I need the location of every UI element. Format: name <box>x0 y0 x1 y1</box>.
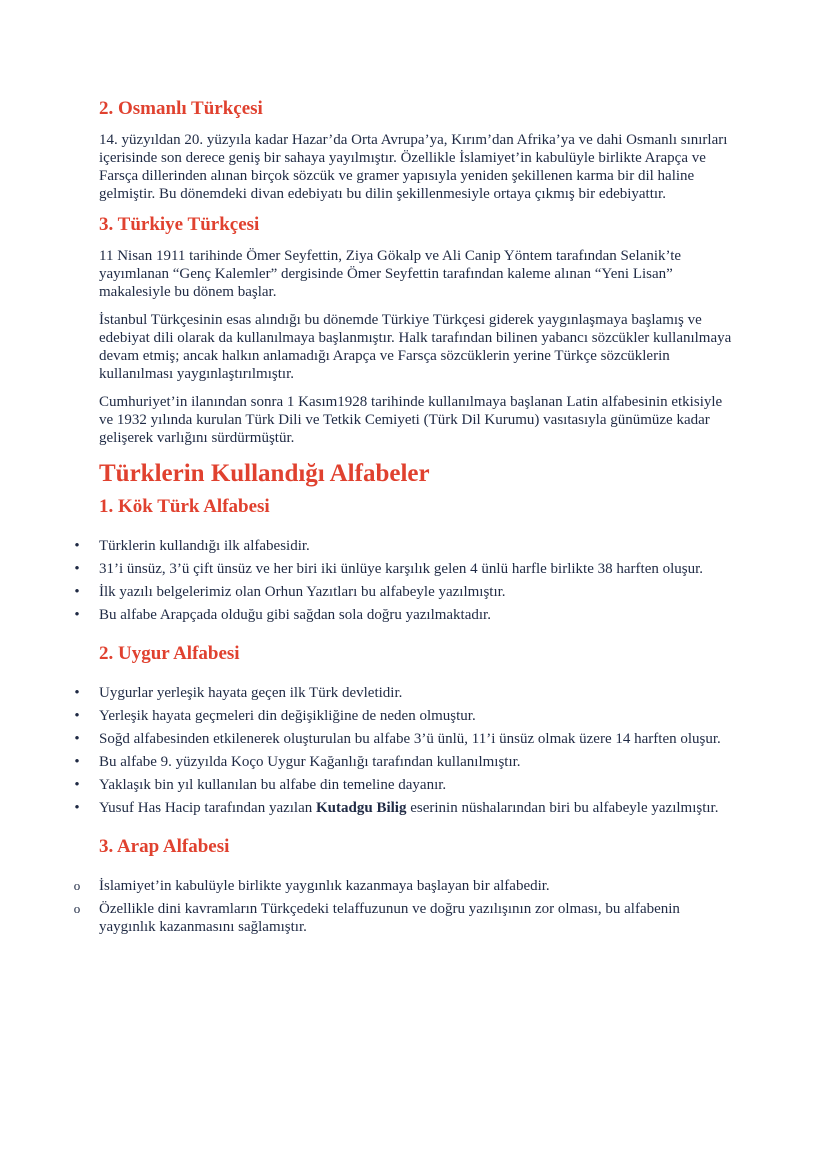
paragraph-turkiye-2: İstanbul Türkçesinin esas alındığı bu dönemde Türkiye Türkçesi giderek yaygınlaşmaya başlamış ve edebiyat dili olarak da kullanılmaya başlanmıştır. Halk tarafından bilinen yabancı sözcükler kullanılmaya devam etmiş; ancak halkın anlamadığı Arapça ve Farsça sözcüklerin yerine Türkçe sözcüklerin kullanılması yaygınlaştırılmıştır. <box>99 312 732 382</box>
heading-osmanli-turkcesi: 2. Osmanlı Türkçesi <box>99 98 263 119</box>
bullet-icon <box>72 799 82 817</box>
list-item: o İslamiyet’in kabulüyle birlikte yaygınlık kazanmaya başlayan bir alfabedir. <box>99 877 739 895</box>
list-uygur <box>99 684 739 817</box>
list-item: • Soğd alfabesinden etkilenerek oluşturulan bu alfabe 3’ü ünlü, 11’i ünsüz olmak üzere 14 harften oluşur. <box>99 730 739 748</box>
list-item: o Özellikle dini kavramların Türkçedeki telaffuzunun ve doğru yazılışının zor olması, bu alfabenin yaygınlık kazanmasını sağlamıştır. <box>99 900 739 936</box>
paragraph-turkiye-3: Cumhuriyet’in ilanından sonra 1 Kasım1928 tarihinde kullanılmaya başlanan Latin alfabesinin etkisiyle ve 1932 yılında kurulan Türk Dili ve Tetkik Cemiyeti (Türk Dil Kurumu) vasıtasıyla günümüze kadar gelişerek varlığını sürdürmüştür. <box>99 394 723 446</box>
bullet-icon <box>72 776 82 794</box>
heading-kok-turk-alfabesi: 1. Kök Türk Alfabesi <box>99 496 270 517</box>
list-item: • Yerleşik hayata geçmeleri din değişikliğine de neden olmuştur. <box>99 707 739 725</box>
paragraph-osmanli: 14. yüzyıldan 20. yüzyıla kadar Hazar’da Orta Avrupa’ya, Kırım’dan Afrika’ya ve dahi Osmanlı sınırları içerisinde son derece geniş bir sahaya yayılmıştır. Özellikle İslamiyet’in kabulüyle birlikte Arapça ve Farsça dillerinden alınan birçok sözcük ve gramer yapısıyla yeniden şekillenen karma bir dil haline gelmiştir. Bu dönemdeki divan edebiyatı bu dilin şekillenmesiyle ortaya çıkmış bir edebiyattır. <box>99 132 728 202</box>
heading-turkiye-turkcesi: 3. Türkiye Türkçesi <box>99 214 260 235</box>
list-item: • Yusuf Has Hacip tarafından yazılan Kutadgu Bilig eserinin nüshalarından biri bu alfabeyle yazılmıştır. <box>99 799 739 817</box>
list-arap <box>99 877 739 936</box>
list-item: • Uygurlar yerleşik hayata geçen ilk Türk devletidir. <box>99 684 739 702</box>
bullet-icon <box>72 684 82 702</box>
bullet-icon <box>72 730 82 748</box>
bullet-icon <box>72 537 82 555</box>
heading-uygur-alfabesi: 2. Uygur Alfabesi <box>99 643 240 664</box>
title-turklerin-kullandigi-alfabeler: Türklerin Kullandığı Alfabeler <box>99 460 430 487</box>
list-item: • İlk yazılı belgelerimiz olan Orhun Yazıtları bu alfabeyle yazılmıştır. <box>99 583 739 601</box>
book-title-kutadgu-bilig: Kutadgu Bilig <box>316 800 407 816</box>
bullet-icon <box>72 583 82 601</box>
paragraph-turkiye-1: 11 Nisan 1911 tarihinde Ömer Seyfettin, Ziya Gökalp ve Ali Canip Yöntem tarafından Selanik’te yayımlanan “Genç Kalemler” dergisinde Ömer Seyfettin tarafından kaleme alınan “Yeni Lisan” makalesiyle bu dönem başlar. <box>99 248 682 300</box>
heading-arap-alfabesi: 3. Arap Alfabesi <box>99 836 230 857</box>
bullet-icon <box>72 707 82 725</box>
document-content <box>99 97 739 936</box>
bullet-icon <box>72 560 82 578</box>
circle-bullet-icon <box>72 877 82 895</box>
circle-bullet-icon <box>72 900 82 918</box>
list-kok-turk <box>99 537 739 624</box>
list-item: • Yaklaşık bin yıl kullanılan bu alfabe din temeline dayanır. <box>99 776 739 794</box>
bullet-icon <box>72 606 82 624</box>
bullet-icon <box>72 753 82 771</box>
list-item: • Bu alfabe 9. yüzyılda Koço Uygur Kağanlığı tarafından kullanılmıştır. <box>99 753 739 771</box>
list-item: • Bu alfabe Arapçada olduğu gibi sağdan sola doğru yazılmaktadır. <box>99 606 739 624</box>
list-item: • Türklerin kullandığı ilk alfabesidir. <box>99 537 739 555</box>
list-item: • 31’i ünsüz, 3’ü çift ünsüz ve her biri iki ünlüye karşılık gelen 4 ünlü harfle birlikte 38 harften oluşur. <box>99 560 739 578</box>
